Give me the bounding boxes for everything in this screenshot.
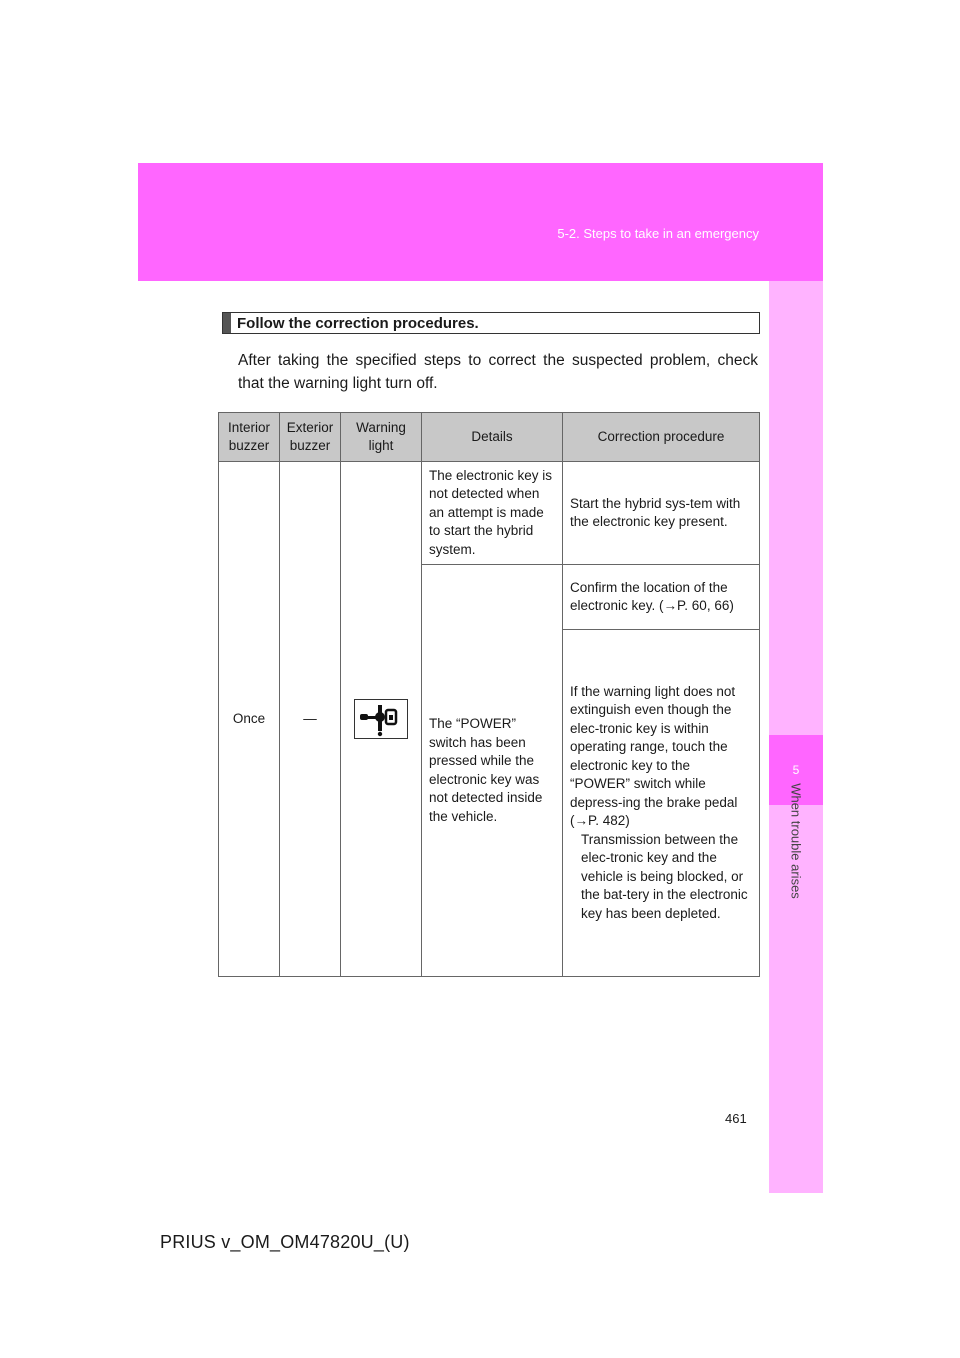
footer-model-code: PRIUS v_OM_OM47820U_(U) [160, 1232, 410, 1252]
header-interior-buzzer: Interior buzzer [219, 413, 280, 462]
cell-procedure-2: Confirm the location of the electronic key. (→P. 60, 66) [563, 565, 760, 630]
cell-procedure-1: Start the hybrid sys-tem with the electronic key present. [563, 462, 760, 565]
cell-interior-buzzer: Once [219, 462, 280, 977]
cell-details-1: The electronic key is not detected when an attempt is made to start the hybrid system. [422, 462, 563, 565]
header-band [138, 163, 823, 281]
intro-paragraph: After taking the specified steps to correct the suspected problem, check that the warning light turn off. [238, 352, 758, 392]
chapter-label: When trouble arises [788, 783, 804, 899]
header-correction-procedure: Correction procedure [563, 413, 760, 462]
cell-warning-light [341, 462, 422, 977]
header-details: Details [422, 413, 563, 462]
table-row [219, 462, 760, 565]
section-title: Follow the correction procedures. [237, 314, 479, 332]
table-header-row [219, 413, 760, 462]
procedure-3-note: Transmission between the elec-tronic key and the vehicle is being blocked, or the bat-tery in the electronic key has been depleted. [581, 831, 748, 921]
cell-exterior-buzzer: — [280, 462, 341, 977]
section-title-bar [222, 312, 760, 334]
chapter-number: 5 [769, 735, 823, 805]
header-section-title: 5-2. Steps to take in an emergency [557, 226, 759, 241]
cell-details-2: The “POWER” switch has been pressed while the electronic key was not detected inside the vehicle. [422, 565, 563, 977]
chapter-side-tab [769, 281, 823, 1193]
section-title-marker [223, 313, 231, 333]
header-exterior-buzzer: Exterior buzzer [280, 413, 341, 462]
procedure-3-text: If the warning light does not extinguish even though the elec-tronic key is within operating range, touch the electronic key to the “POWER” switch while depress-ing the brake pedal (→P. 482) [570, 683, 738, 829]
header-warning-light: Warning light [341, 413, 422, 462]
cell-procedure-3 [563, 630, 760, 977]
key-not-detected-warning-icon [354, 699, 408, 739]
warning-procedure-table [218, 412, 760, 977]
page-number: 461 [725, 1111, 747, 1126]
